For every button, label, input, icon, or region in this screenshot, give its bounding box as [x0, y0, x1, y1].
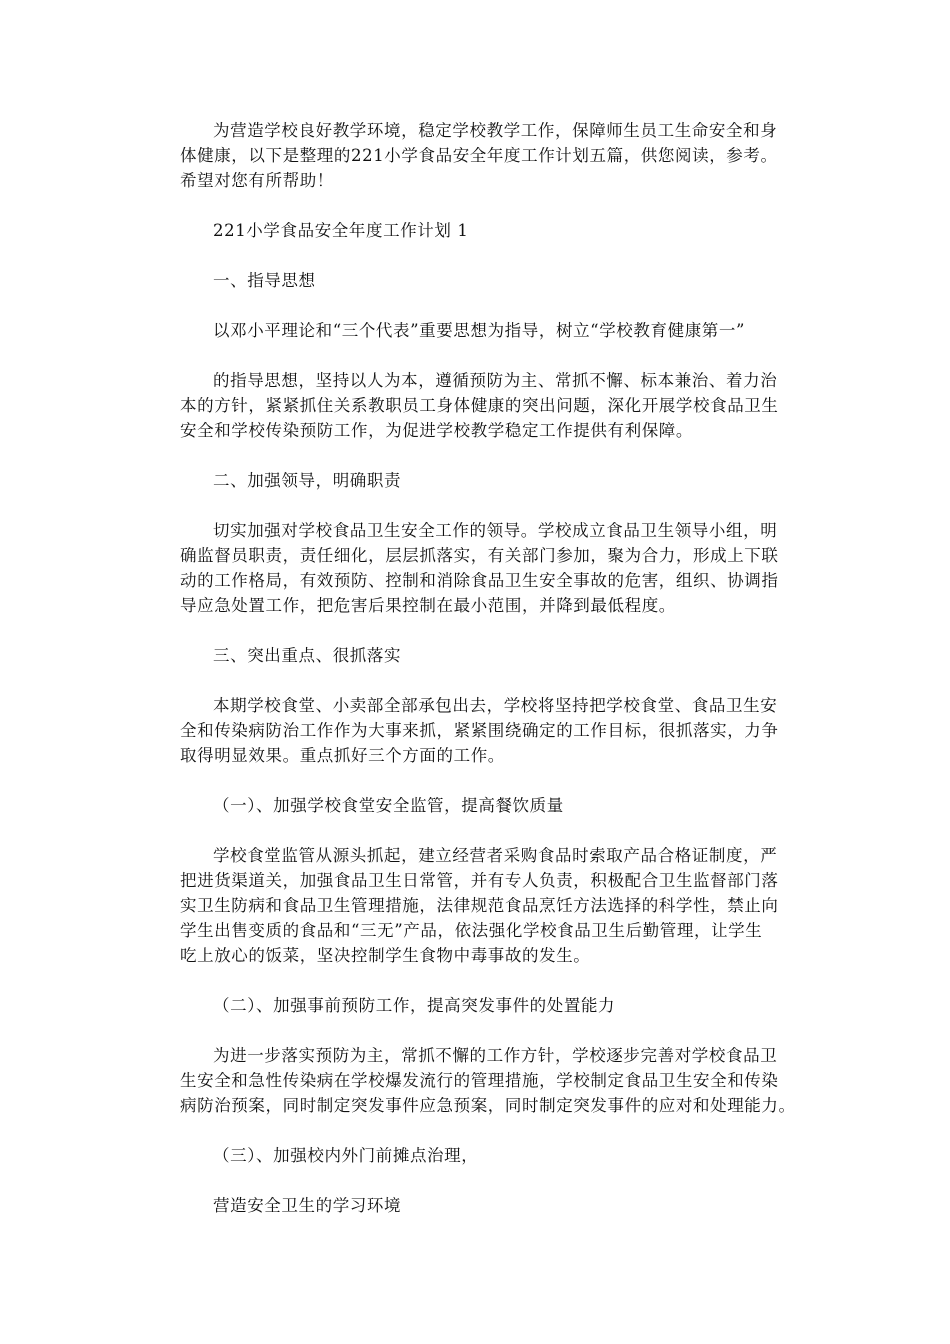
document-body — [180, 118, 796, 1243]
paragraph — [180, 118, 780, 193]
paragraph-line: 安全和学校传染预防工作，为促进学校教学稳定工作提供有利保障。 — [180, 421, 693, 440]
paragraph-line: 生安全和急性传染病在学校爆发流行的管理措施，学校制定食品卫生安全和传染 — [180, 1071, 779, 1090]
paragraph — [180, 693, 780, 768]
paragraph-line: 确监督员职责，责任细化，层层抓落实，有关部门参加，聚为合力，形成上下联 — [180, 546, 779, 565]
paragraph-line: 的指导思想，坚持以人为本，遵循预防为主、常抓不懈、标本兼治、着力治 — [213, 371, 778, 390]
paragraph-line: 实卫生防病和食品卫生管理措施，法律规范食品烹饪方法选择的科学性，禁止向 — [180, 896, 779, 915]
paragraph-heading: （一）、加强学校食堂安全监管，提高餐饮质量 — [213, 796, 564, 815]
paragraph-line: 把进货渠道关，加强食品卫生日常管，并有专人负责，积极配合卫生监督部门落 — [180, 871, 779, 890]
paragraph-heading: 221小学食品安全年度工作计划 1 — [213, 221, 469, 240]
paragraph-heading: 营造安全卫生的学习环境 — [213, 1196, 402, 1215]
paragraph-line: 动的工作格局，有效预防、控制和消除食品卫生安全事故的危害，组织、协调指 — [180, 571, 779, 590]
paragraph-line: 体健康，以下是整理的221小学食品安全年度工作计划五篇，供您阅读，参考。 — [180, 146, 778, 165]
paragraph-line: 全和传染病防治工作作为大事来抓，紧紧围绕确定的工作目标，很抓落实，力争 — [180, 721, 779, 740]
paragraph-line: 学校食堂监管从源头抓起，建立经营者采购食品时索取产品合格证制度，严 — [213, 846, 778, 865]
paragraph-heading: 一、指导思想 — [213, 271, 316, 290]
paragraph-heading: 二、加强领导，明确职责 — [213, 471, 402, 490]
paragraph-heading: 以邓小平理论和“三个代表”重要思想为指导，树立“学校教育健康第一” — [213, 321, 746, 340]
paragraph-line: 取得明显效果。重点抓好三个方面的工作。 — [180, 746, 505, 765]
paragraph-line: 吃上放心的饭菜，坚决控制学生食物中毒事故的发生。 — [180, 946, 591, 965]
paragraph — [180, 518, 780, 618]
paragraph-line: 为营造学校良好教学环境，稳定学校教学工作，保障师生员工生命安全和身 — [213, 121, 778, 140]
paragraph-heading: 三、突出重点、很抓落实 — [213, 646, 402, 665]
paragraph-line: 切实加强对学校食品卫生安全工作的领导。学校成立食品卫生领导小组，明 — [213, 521, 778, 540]
paragraph-line: 为进一步落实预防为主，常抓不懈的工作方针，学校逐步完善对学校食品卫 — [213, 1046, 778, 1065]
paragraph-line: 本的方针，紧紧抓住关系教职员工身体健康的突出问题，深化开展学校食品卫生 — [180, 396, 779, 415]
paragraph-line: 本期学校食堂、小卖部全部承包出去，学校将坚持把学校食堂、食品卫生安 — [213, 696, 778, 715]
paragraph — [180, 1043, 796, 1118]
paragraph-line: 导应急处置工作，把危害后果控制在最小范围，并降到最低程度。 — [180, 596, 676, 615]
paragraph — [180, 843, 780, 968]
paragraph-line: 希望对您有所帮助！ — [180, 171, 334, 190]
paragraph-heading: （二）、加强事前预防工作，提高突发事件的处置能力 — [213, 996, 616, 1015]
paragraph — [180, 368, 780, 443]
paragraph-heading: （三）、加强校内外门前摊点治理， — [213, 1146, 479, 1165]
paragraph-line: 病防治预案，同时制定突发事件应急预案，同时制定突发事件的应对和处理能力。 — [180, 1096, 796, 1115]
paragraph-line: 学生出售变质的食品和“三无”产品，依法强化学校食品卫生后勤管理，让学生 — [180, 921, 763, 940]
